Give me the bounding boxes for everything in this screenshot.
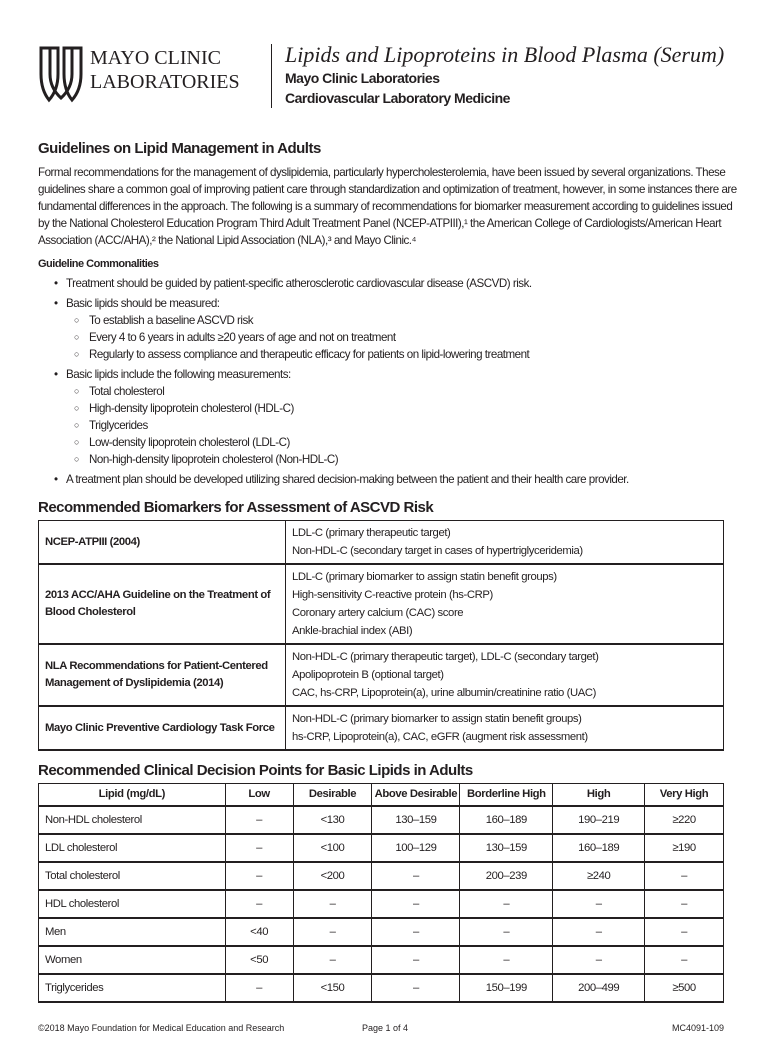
biomarker-item: Apolipoprotein B (optional target) bbox=[292, 669, 444, 681]
guideline-name: Mayo Clinic Preventive Cardiology Task Force bbox=[39, 706, 286, 750]
bullet-item: ○ To establish a baseline ASCVD risk bbox=[52, 312, 738, 329]
cutoff-value: – bbox=[645, 918, 724, 946]
cutoff-value: – bbox=[225, 862, 293, 890]
cutoff-value: – bbox=[553, 890, 645, 918]
cutoff-value: – bbox=[645, 862, 724, 890]
lipid-row bbox=[39, 974, 724, 1002]
document-title: Lipids and Lipoproteins in Blood Plasma (Serum) bbox=[285, 42, 725, 67]
document-body bbox=[38, 139, 738, 1037]
cutoff-value: <50 bbox=[225, 946, 293, 974]
cutoff-value: <150 bbox=[293, 974, 372, 1002]
lipid-name: LDL cholesterol bbox=[39, 834, 226, 862]
cutoff-value: 160–189 bbox=[460, 806, 553, 834]
lipid-name: Total cholesterol bbox=[39, 862, 226, 890]
cutoff-value: – bbox=[225, 834, 293, 862]
biomarker-item: hs-CRP, Lipoprotein(a), CAC, eGFR (augment risk assessment) bbox=[292, 731, 588, 743]
footer-doc-code: MC4091-109 bbox=[671, 1022, 724, 1033]
cutoff-value: – bbox=[372, 862, 460, 890]
guideline-name: NCEP-ATPIII (2004) bbox=[39, 521, 286, 565]
bullet-item: • Basic lipids should be measured: bbox=[52, 295, 738, 312]
cutoff-value: – bbox=[372, 918, 460, 946]
cutoff-value: – bbox=[293, 918, 372, 946]
cutoff-value: 200–499 bbox=[553, 974, 645, 1002]
lipid-row bbox=[39, 890, 724, 918]
bullet-item: • Basic lipids include the following measurements: bbox=[52, 366, 738, 383]
column-header: Low bbox=[225, 784, 293, 806]
lipid-row bbox=[39, 918, 724, 946]
footer-page-number: Page 1 of 4 bbox=[362, 1022, 409, 1033]
cutoff-value: <200 bbox=[293, 862, 372, 890]
lipid-name: Non-HDL cholesterol bbox=[39, 806, 226, 834]
cutoff-value: – bbox=[225, 974, 293, 1002]
cutoff-value: ≥500 bbox=[645, 974, 724, 1002]
biomarker-list bbox=[286, 706, 724, 750]
biomarker-row bbox=[39, 521, 724, 565]
lipid-row bbox=[39, 834, 724, 862]
column-header: Very High bbox=[645, 784, 724, 806]
cutoff-value: <130 bbox=[293, 806, 372, 834]
biomarker-item: LDL-C (primary biomarker to assign statin benefit groups) bbox=[292, 571, 557, 583]
section-heading-biomarkers: Recommended Biomarkers for Assessment of ASCVD Risk bbox=[38, 499, 434, 516]
cutoff-value: – bbox=[225, 806, 293, 834]
bullet-item: ○ Low-density lipoprotein cholesterol (LDL-C) bbox=[52, 434, 738, 451]
cutoff-value: 150–199 bbox=[460, 974, 553, 1002]
cutoff-value: <100 bbox=[293, 834, 372, 862]
section-heading-guidelines: Guidelines on Lipid Management in Adults bbox=[38, 140, 321, 157]
bullet-item: • Treatment should be guided by patient-specific atherosclerotic cardiovascular disease (ASCVD) risk. bbox=[52, 275, 738, 292]
footer-copyright: ©2018 Mayo Foundation for Medical Education and Research bbox=[38, 1022, 285, 1033]
lipid-row bbox=[39, 862, 724, 890]
logo-line2: LABORATORIES bbox=[90, 71, 240, 93]
intro-paragraph: Formal recommendations for the management of dyslipidemia, particularly hypercholesterolemia, have been issued by several organizations. These guidelines share a common goal of improving patient care through standardization and optimization of treatment, however, in some instances there are fundamental differences in the approach. The following is a summary of recommendations for biomarker measurement according to guidelines issued by the National Cholesterol Education Program Third Adult Treatment Panel (NCEP-ATPIII),¹ the American College of Cardiologists/American Heart Association (ACC/AHA),² the National Lipid Association (NLA),³ and Mayo Clinic.⁴ bbox=[38, 166, 737, 247]
page-footer bbox=[38, 1023, 724, 1037]
cutoff-value: – bbox=[460, 918, 553, 946]
cutoff-value: – bbox=[553, 918, 645, 946]
cutoff-value: – bbox=[645, 946, 724, 974]
column-header: Lipid (mg/dL) bbox=[39, 784, 226, 806]
guideline-name: NLA Recommendations for Patient-Centered Management of Dyslipidemia (2014) bbox=[39, 644, 286, 706]
biomarker-item: LDL-C (primary therapeutic target) bbox=[292, 527, 451, 539]
biomarker-item: Non-HDL-C (secondary target in cases of hypertriglyceridemia) bbox=[292, 545, 583, 557]
biomarker-row bbox=[39, 706, 724, 750]
lipid-row bbox=[39, 946, 724, 974]
biomarker-list bbox=[286, 521, 724, 565]
biomarker-item: Non-HDL-C (primary biomarker to assign statin benefit groups) bbox=[292, 713, 582, 725]
cutoff-value: – bbox=[225, 890, 293, 918]
biomarker-item: Non-HDL-C (primary therapeutic target), LDL-C (secondary target) bbox=[292, 651, 599, 663]
cutoff-value: – bbox=[293, 890, 372, 918]
decision-points-table bbox=[38, 783, 724, 1003]
commonalities-heading: Guideline Commonalities bbox=[38, 258, 159, 270]
column-header: Borderline High bbox=[460, 784, 553, 806]
biomarker-row bbox=[39, 644, 724, 706]
cutoff-value: ≥240 bbox=[553, 862, 645, 890]
cutoff-value: 100–129 bbox=[372, 834, 460, 862]
subtitle-lab: Mayo Clinic Laboratories bbox=[285, 70, 440, 86]
cutoff-value: – bbox=[553, 946, 645, 974]
column-header: Desirable bbox=[293, 784, 372, 806]
cutoff-value: – bbox=[460, 890, 553, 918]
cutoff-value: ≥220 bbox=[645, 806, 724, 834]
bullet-item: ○ Every 4 to 6 years in adults ≥20 years of age and not on treatment bbox=[52, 329, 738, 346]
cutoff-value: – bbox=[372, 974, 460, 1002]
column-header: High bbox=[553, 784, 645, 806]
lipid-name: Women bbox=[39, 946, 226, 974]
bullet-item: ○ Non-high-density lipoprotein cholesterol (Non-HDL-C) bbox=[52, 451, 738, 468]
cutoff-value: – bbox=[372, 890, 460, 918]
bullet-item: ○ Regularly to assess compliance and therapeutic efficacy for patients on lipid-lowering treatment bbox=[52, 346, 738, 363]
cutoff-value: 130–159 bbox=[460, 834, 553, 862]
column-header: Above Desirable bbox=[372, 784, 460, 806]
lipid-name: HDL cholesterol bbox=[39, 890, 226, 918]
cutoff-value: – bbox=[460, 946, 553, 974]
cutoff-value: – bbox=[645, 890, 724, 918]
cutoff-value: ≥190 bbox=[645, 834, 724, 862]
biomarker-item: CAC, hs-CRP, Lipoprotein(a), urine albumin/creatinine ratio (UAC) bbox=[292, 687, 597, 699]
guideline-name: 2013 ACC/AHA Guideline on the Treatment of Blood Cholesterol bbox=[39, 564, 286, 644]
lipid-row bbox=[39, 806, 724, 834]
cutoff-value: – bbox=[372, 946, 460, 974]
biomarkers-table bbox=[38, 520, 724, 751]
header-divider bbox=[271, 44, 272, 108]
commonalities-list bbox=[52, 275, 738, 488]
lipid-name: Men bbox=[39, 918, 226, 946]
biomarker-item: Ankle-brachial index (ABI) bbox=[292, 625, 413, 637]
section-heading-decision-points: Recommended Clinical Decision Points for Basic Lipids in Adults bbox=[38, 762, 473, 779]
mayo-shields-logo-icon bbox=[38, 44, 84, 106]
biomarker-list bbox=[286, 564, 724, 644]
biomarker-item: High-sensitivity C-reactive protein (hs-CRP) bbox=[292, 589, 493, 601]
bullet-item: ○ Total cholesterol bbox=[52, 383, 738, 400]
cutoff-value: <40 bbox=[225, 918, 293, 946]
lipid-name: Triglycerides bbox=[39, 974, 226, 1002]
cutoff-value: 130–159 bbox=[372, 806, 460, 834]
biomarker-row bbox=[39, 564, 724, 644]
bullet-item: ○ High-density lipoprotein cholesterol (HDL-C) bbox=[52, 400, 738, 417]
cutoff-value: – bbox=[293, 946, 372, 974]
biomarker-list bbox=[286, 644, 724, 706]
bullet-item: ○ Triglycerides bbox=[52, 417, 738, 434]
cutoff-value: 160–189 bbox=[553, 834, 645, 862]
cutoff-value: 190–219 bbox=[553, 806, 645, 834]
cutoff-value: 200–239 bbox=[460, 862, 553, 890]
bullet-item: • A treatment plan should be developed utilizing shared decision-making between the patient and their health care provider. bbox=[52, 471, 738, 488]
logo-line1: MAYO CLINIC bbox=[90, 47, 221, 69]
biomarker-item: Coronary artery calcium (CAC) score bbox=[292, 607, 464, 619]
subtitle-dept: Cardiovascular Laboratory Medicine bbox=[285, 90, 510, 106]
